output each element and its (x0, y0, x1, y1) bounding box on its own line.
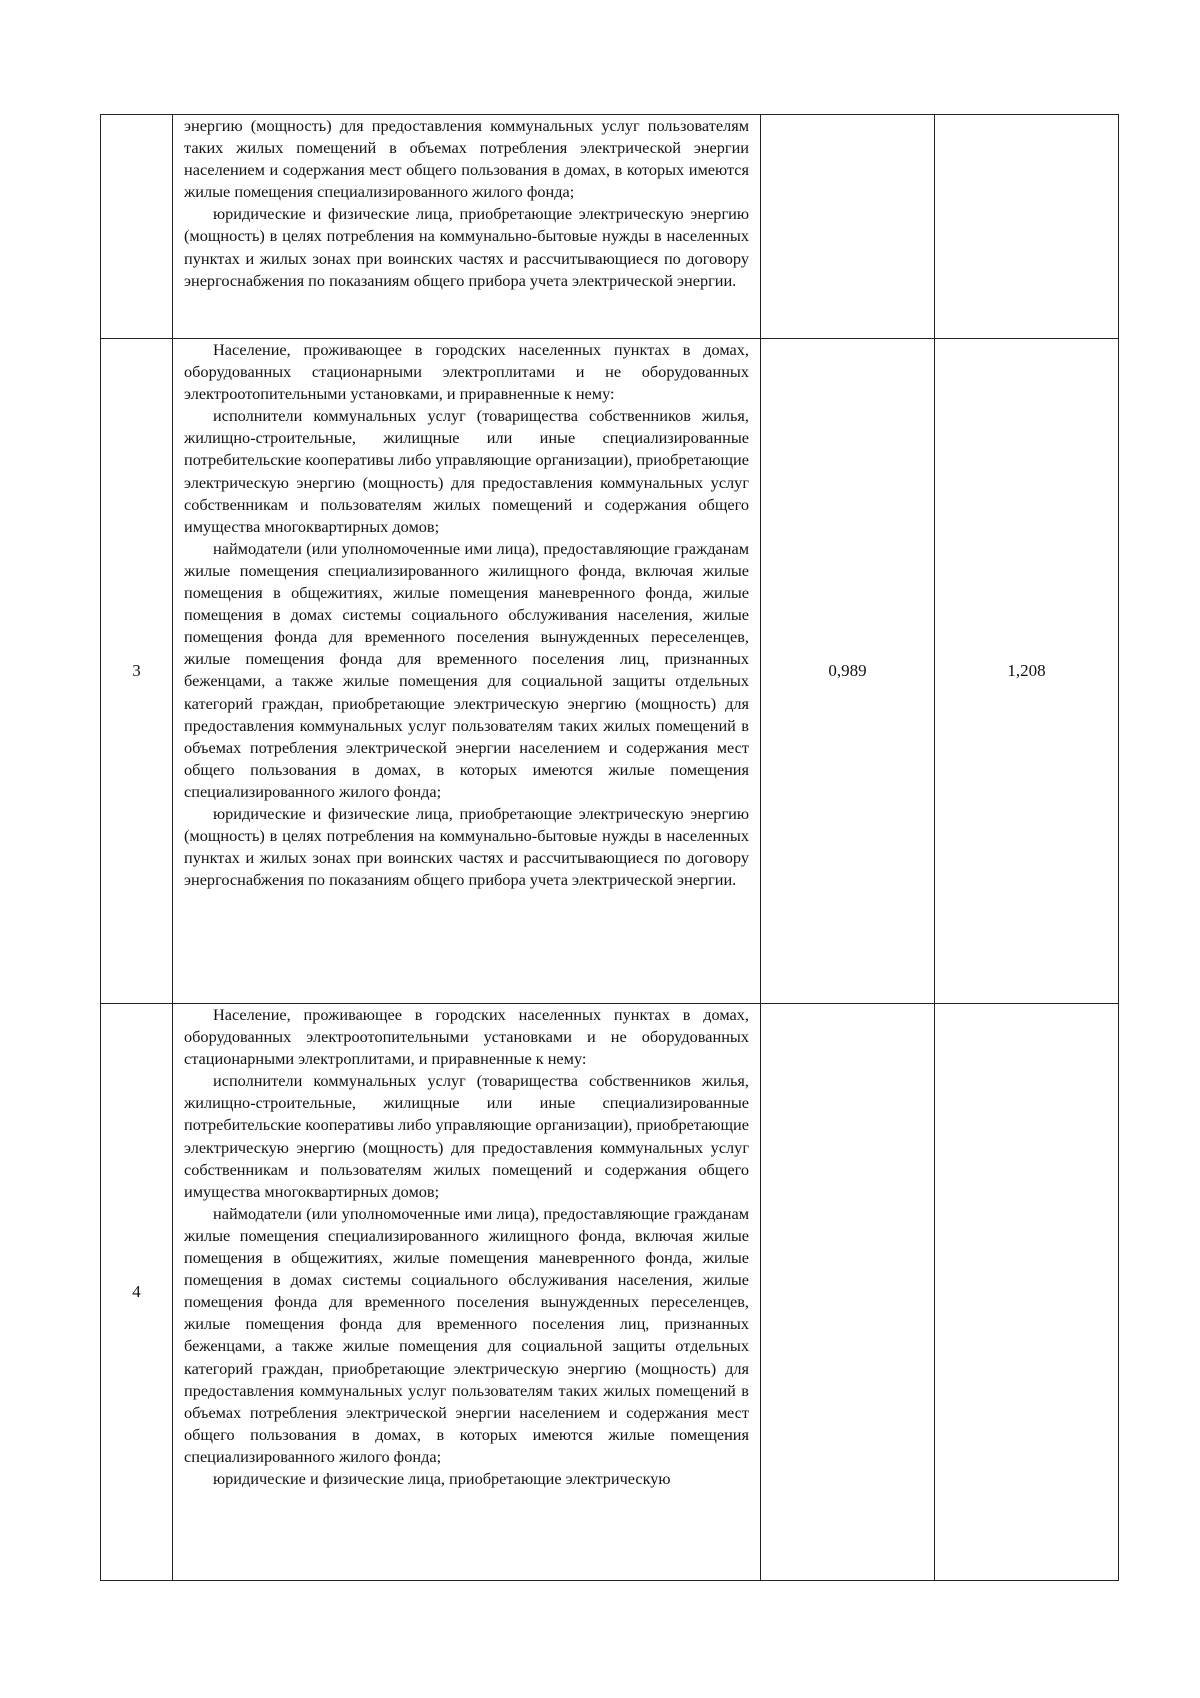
table-row (101, 1004, 1119, 1581)
description-paragraph: наймодатели (или уполномоченные ими лица), предоставляющие гражданам жилые помещения специализированного жилищного фонда, включая жилые помещения в общежитиях, жилые помещения маневренного фонда, жилые помещения в домах системы социального обслуживания населения, жилые помещения фонда для временного поселения вынужденных переселенцев, жилые помещения фонда для временного поселения лиц, признанных беженцами, а также жилые помещения для социальной защиты отдельных категорий граждан, приобретающие электрическую энергию (мощность) для предоставления коммунальных услуг пользователям таких жилых помещений в объемах потребления электрической энергии населением и содержания мест общего пользования в домах, в которых имеются жилые помещения специализированного жилого фонда; (184, 538, 749, 801)
table-row (101, 115, 1119, 339)
row-value-1-cell (761, 1004, 935, 1581)
tariff-table (100, 114, 1119, 1581)
row-description-cell (173, 115, 761, 339)
description-paragraph: юридические и физические лица, приобретающие электрическую (213, 1468, 671, 1488)
row-value-2-cell (935, 115, 1119, 339)
description-paragraph: Население, проживающее в городских населенных пунктах в домах, оборудованных стационарными электроплитами и не оборудованных электроотопительными установками, и приравненные к нему: (184, 340, 749, 404)
description-paragraph: исполнители коммунальных услуг (товарищества собственников жилья, жилищно-строительные, жилищные или иные специализированные потребительские кооперативы либо управляющие организации), приобретающие электрическую энергию (мощность) для предоставления коммунальных услуг собственникам и пользователям жилых помещений и содержания общего имущества многоквартирных домов; (184, 406, 749, 536)
description-paragraph: юридические и физические лица, приобретающие электрическую энергию (мощность) в целях потребления на коммунально-бытовые нужды в населенных пунктах и жилых зонах при воинских частях и рассчитывающиеся по договору энергоснабжения по показаниям общего прибора учета электрической энергии. (184, 803, 749, 890)
row-number-cell: 4 (101, 1004, 173, 1581)
row-description-cell (173, 339, 761, 1004)
row-number-cell (101, 115, 173, 339)
description-paragraph: исполнители коммунальных услуг (товарищества собственников жилья, жилищно-строительные, жилищные или иные специализированные потребительские кооперативы либо управляющие организации), приобретающие электрическую энергию (мощность) для предоставления коммунальных услуг собственникам и пользователям жилых помещений и содержания общего имущества многоквартирных домов; (184, 1071, 749, 1201)
description-paragraph: наймодатели (или уполномоченные ими лица), предоставляющие гражданам жилые помещения специализированного жилищного фонда, включая жилые помещения в общежитиях, жилые помещения маневренного фонда, жилые помещения в домах системы социального обслуживания населения, жилые помещения фонда для временного поселения вынужденных переселенцев, жилые помещения фонда для временного поселения лиц, признанных беженцами, а также жилые помещения для социальной защиты отдельных категорий граждан, приобретающие электрическую энергию (мощность) для предоставления коммунальных услуг пользователям таких жилых помещений в объемах потребления электрической энергии населением и содержания мест общего пользования в домах, в которых имеются жилые помещения специализированного жилого фонда; (184, 1203, 749, 1466)
description-paragraph: Население, проживающее в городских населенных пунктах в домах, оборудованных электроотопительными установками и не оборудованных стационарными электроплитами, и приравненные к нему: (184, 1005, 749, 1069)
description-paragraph: энергию (мощность) для предоставления коммунальных услуг пользователям таких жилых помещений в объемах потребления электрической энергии населением и содержания мест общего пользования в домах, в которых имеются жилые помещения специализированного жилого фонда; (184, 116, 749, 202)
row-value-2-cell: 1,208 (935, 339, 1119, 1004)
row-value-2-cell (935, 1004, 1119, 1581)
row-value-1-cell (761, 115, 935, 339)
row-number-cell: 3 (101, 339, 173, 1004)
table-row (101, 339, 1119, 1004)
description-paragraph: юридические и физические лица, приобретающие электрическую энергию (мощность) в целях потребления на коммунально-бытовые нужды в населенных пунктах и жилых зонах при воинских частях и рассчитывающиеся по договору энергоснабжения по показаниям общего прибора учета электрической энергии. (184, 204, 749, 290)
row-value-1-cell: 0,989 (761, 339, 935, 1004)
row-description-cell (173, 1004, 761, 1581)
